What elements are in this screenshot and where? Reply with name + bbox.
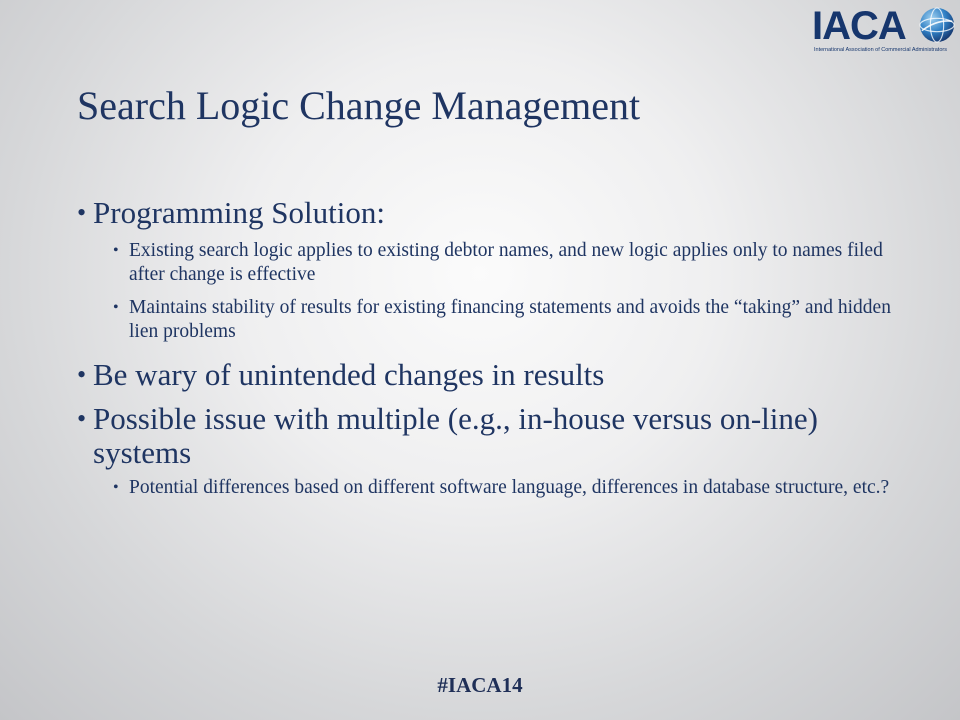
bullet-unintended-changes: • Be wary of unintended changes in results <box>77 358 897 392</box>
footer-hashtag: #IACA14 <box>437 673 523 697</box>
globe-icon <box>918 6 956 44</box>
slide-title: Search Logic Change Management <box>77 83 641 128</box>
bullet-programming-solution: • Programming Solution: <box>77 196 897 230</box>
sub-bullet-existing-search-logic: • Existing search logic applies to existing debtor names, and new logic applies only to names filed after change is effective <box>113 239 897 287</box>
slide-content <box>77 196 897 500</box>
sub-bullet-potential-differences: • Potential differences based on different software language, differences in database structure, etc.? <box>113 476 897 500</box>
sub-bullet-maintains-stability: • Maintains stability of results for existing financing statements and avoids the “taking” and hidden lien problems <box>113 296 897 344</box>
logo-text: IACA <box>812 4 906 48</box>
iaca-logo <box>806 4 956 60</box>
bullet-multiple-systems: • Possible issue with multiple (e.g., in-house versus on-line) systems <box>77 402 897 470</box>
logo-subtitle: International Association of Commercial Administrators <box>814 47 947 53</box>
